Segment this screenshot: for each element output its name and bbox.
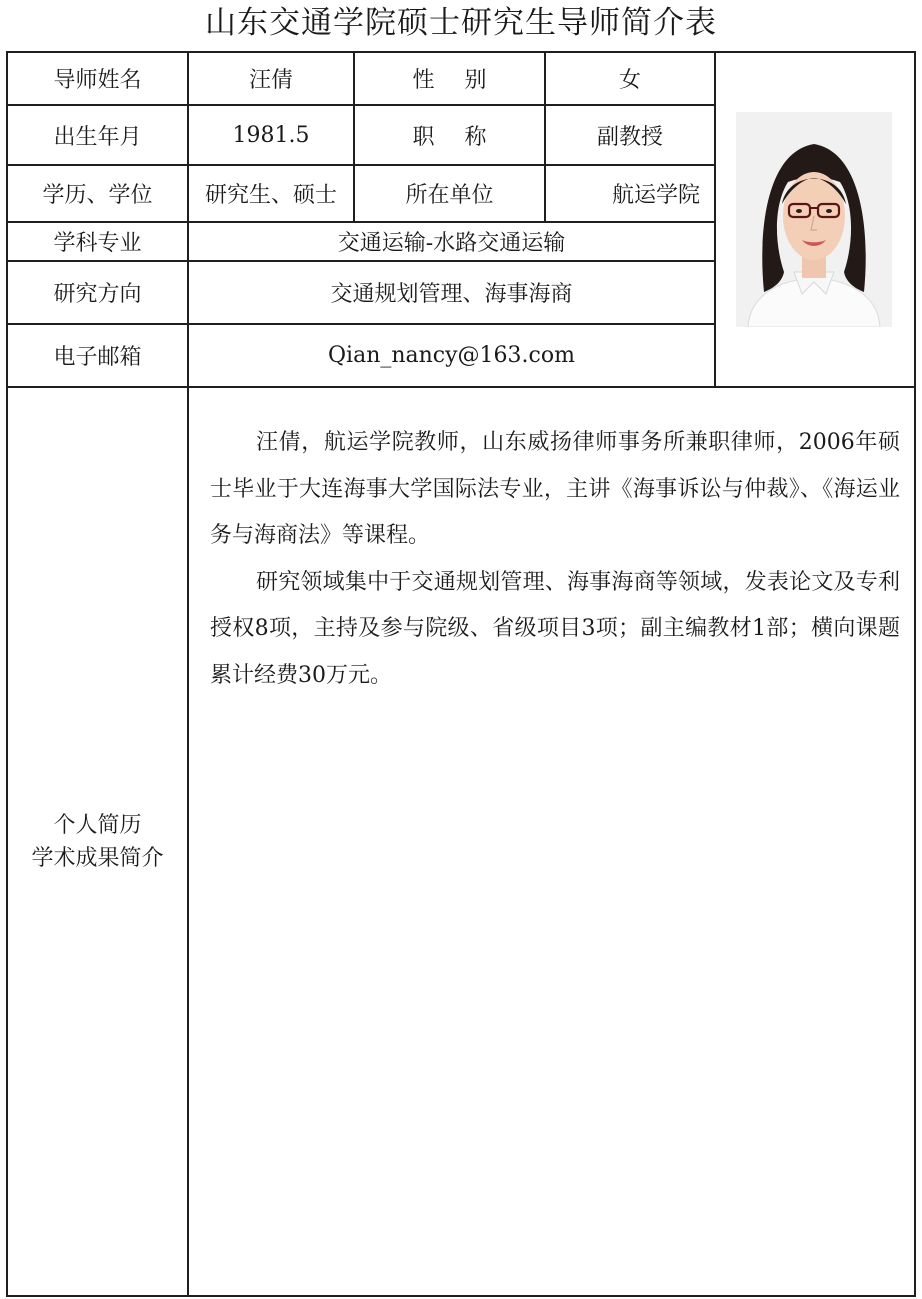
bio-content: [210, 420, 900, 699]
bio-label-line2: 学术成果简介: [31, 845, 164, 871]
email-value: Qian_nancy@163.com: [328, 343, 575, 368]
birth-label: 出生年月: [53, 124, 142, 150]
unit-value: 航运学院: [611, 183, 700, 208]
rank-value: 副教授: [596, 124, 663, 150]
gender-label: 性别: [412, 68, 517, 93]
bio-label-line1: 个人简历: [53, 812, 142, 838]
name-value: 汪倩: [248, 68, 293, 93]
unit-label: 所在单位: [405, 183, 494, 208]
rank-label: 职称: [412, 124, 517, 150]
birth-value: 1981.5: [232, 122, 310, 148]
table-border-right: [914, 51, 916, 1297]
bio-paragraph: 汪倩，航运学院教师，山东威扬律师事务所兼职律师，2006年硕士毕业于大连海事大学国际法专业，主讲《海事诉讼与仲裁》、《海运业务与海商法》等课程。: [210, 430, 900, 548]
page-title: 山东交通学院硕士研究生导师简介表: [205, 5, 717, 41]
direction-value: 交通规划管理、海事海商: [330, 282, 573, 307]
major-value: 交通运输-水路交通运输: [337, 231, 566, 256]
gender-value: 女: [618, 68, 641, 93]
bio-label: [8, 388, 187, 1295]
table-rule: [714, 51, 716, 388]
table-border-bottom: [6, 1295, 916, 1297]
name-label: 导师姓名: [53, 68, 142, 93]
major-label: 学科专业: [53, 231, 142, 256]
email-label: 电子邮箱: [53, 345, 142, 370]
degree-value: 研究生、硕士: [204, 183, 337, 208]
degree-label: 学历、学位: [42, 183, 153, 208]
portrait-photo: [736, 112, 892, 327]
direction-label: 研究方向: [53, 282, 142, 307]
bio-paragraph: 研究领域集中于交通规划管理、海事海商等领域，发表论文及专利授权8项，主持及参与院级、省级项目3项；副主编教材1部；横向课题累计经费30万元。: [210, 569, 900, 688]
